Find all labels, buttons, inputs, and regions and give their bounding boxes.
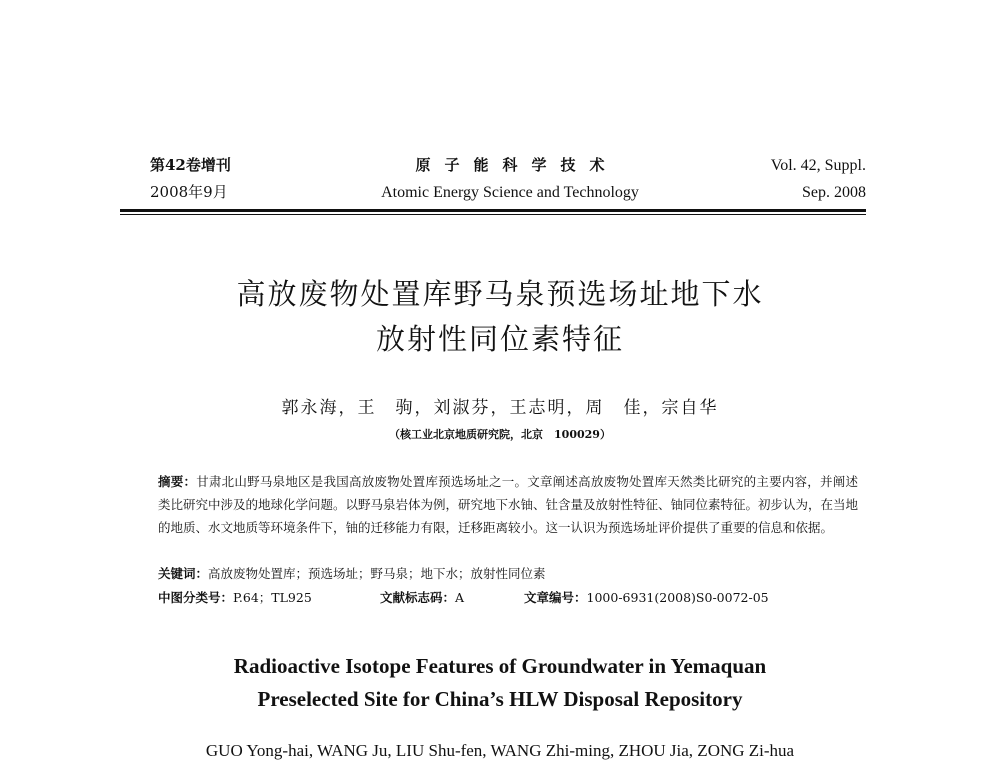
header-rule-thick [120,209,866,212]
article-id [524,586,769,609]
abstract-label: 摘要： [158,474,197,489]
volume-cn: 第42卷增刊 [150,156,231,174]
journal-issue-cn [150,152,231,206]
clc-label: 中图分类号： [158,590,234,605]
journal-name-en: Atomic Energy Science and Technology [381,184,639,201]
journal-name [300,152,720,206]
abstract-text: 甘肃北山野马泉地区是我国高放废物处置库预选场址之一。文章阐述高放废物处置库天然类比研究的主要内容，并阐述类比研究中涉及的地球化学问题。以野马泉岩体为例，研究地下水铀、钍含量及放射性特征、铀同位素特征。初步认为，在当地的地质、水文地质等环境条件下，铀的迁移能力有限，迁移距离较小。这一认识为预选场址评价提供了重要的信息和依据。 [158,474,859,535]
paper-title-cn [0,272,1000,362]
doc-label: 文献标志码： [380,590,456,605]
journal-name-cn: 原子能科学技术 [415,156,619,174]
keywords-label: 关键词： [158,566,209,581]
title-en-line-2: Preselected Site for China’s HLW Disposal Repository [257,687,743,711]
clc-value: P.64；TL925 [233,590,312,605]
volume-en: Vol. 42, Suppl. [770,157,866,174]
keywords [158,562,858,585]
doc-value: A [455,590,465,605]
title-cn-line-1: 高放废物处置库野马泉预选场址地下水 [236,277,764,311]
journal-issue-en [771,152,866,206]
keywords-text: 高放废物处置库；预选场址；野马泉；地下水；放射性同位素 [208,566,546,581]
abstract [158,470,858,539]
paper-title-en [0,650,1000,716]
authors-cn: 郭永海，王 驹，刘淑芬，王志明，周 佳，宗自华 [281,398,719,418]
article-value: 1000-6931(2008)S0-0072-05 [586,590,769,605]
clc-code [158,586,312,609]
doc-code [380,586,464,609]
header-rule-thin [120,214,866,215]
date-cn: 2008年9月 [150,183,228,201]
authors-en: GUO Yong-hai, WANG Ju, LIU Shu-fen, WANG Zhi-ming, ZHOU Jia, ZONG Zi-hua [205,741,795,760]
date-en: Sep. 2008 [802,184,866,201]
article-label: 文章编号： [524,590,587,605]
title-en-line-1: Radioactive Isotope Features of Groundwater in Yemaquan [233,654,767,678]
affiliation-cn: （核工业北京地质研究院，北京 100029） [389,428,611,441]
title-cn-line-2: 放射性同位素特征 [375,322,624,356]
